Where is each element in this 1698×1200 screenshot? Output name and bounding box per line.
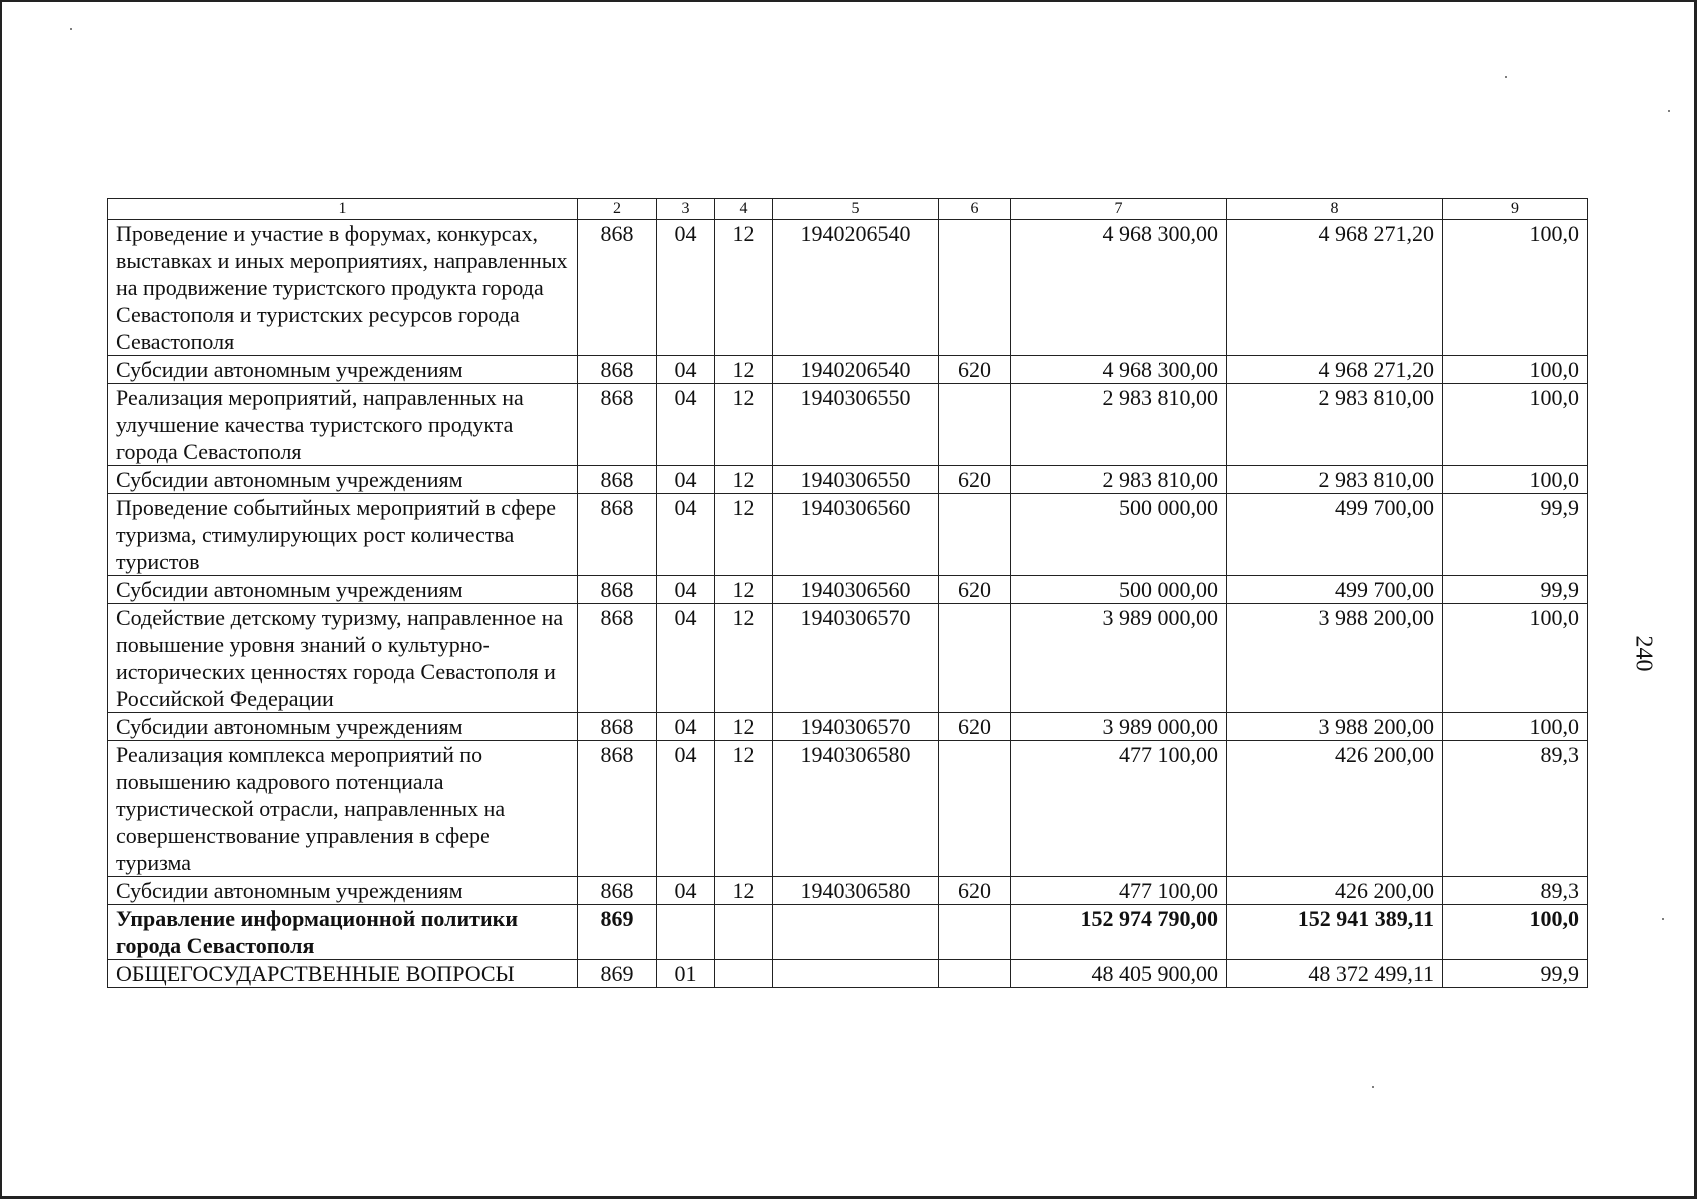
execution-percent: 99,9: [1443, 960, 1588, 988]
scan-speck: [1668, 110, 1670, 112]
execution-percent: 100,0: [1443, 604, 1588, 713]
ministry-code: 868: [578, 494, 657, 576]
subsection-code: 12: [715, 877, 773, 905]
item-name: Реализация комплекса мероприятий по повышению кадрового потенциала туристической отрасли, направленных на совершенствование управления в сфере туризма: [108, 741, 578, 877]
item-name: ОБЩЕГОСУДАРСТВЕННЫЕ ВОПРОСЫ: [108, 960, 578, 988]
table-row: [108, 877, 1588, 905]
target-article-code: 1940306550: [773, 384, 939, 466]
section-code: 01: [657, 960, 715, 988]
budget-table: [107, 198, 1588, 988]
subsection-code: 12: [715, 604, 773, 713]
execution-percent: 100,0: [1443, 466, 1588, 494]
section-code: 04: [657, 741, 715, 877]
expense-type-code: 620: [939, 877, 1011, 905]
execution-percent: 89,3: [1443, 741, 1588, 877]
item-name: Субсидии автономным учреждениям: [108, 576, 578, 604]
column-number: 3: [657, 199, 715, 220]
section-code: [657, 905, 715, 960]
approved-amount: 477 100,00: [1011, 741, 1227, 877]
column-number: 5: [773, 199, 939, 220]
ministry-code: 868: [578, 356, 657, 384]
column-number: 4: [715, 199, 773, 220]
expense-type-code: 620: [939, 356, 1011, 384]
approved-amount: 3 989 000,00: [1011, 604, 1227, 713]
expense-type-code: 620: [939, 713, 1011, 741]
column-number: 6: [939, 199, 1011, 220]
scan-speck: [1372, 1086, 1374, 1088]
execution-percent: 100,0: [1443, 384, 1588, 466]
execution-percent: 100,0: [1443, 356, 1588, 384]
ministry-code: 868: [578, 877, 657, 905]
approved-amount: 477 100,00: [1011, 877, 1227, 905]
approved-amount: 2 983 810,00: [1011, 466, 1227, 494]
ministry-code: 869: [578, 905, 657, 960]
expense-type-code: 620: [939, 466, 1011, 494]
ministry-code: 868: [578, 384, 657, 466]
approved-amount: 4 968 300,00: [1011, 356, 1227, 384]
ministry-code: 868: [578, 220, 657, 356]
ministry-code: 868: [578, 466, 657, 494]
page-number: 240: [1630, 635, 1657, 672]
section-code: 04: [657, 220, 715, 356]
target-article-code: 1940306580: [773, 741, 939, 877]
target-article-code: 1940306570: [773, 604, 939, 713]
section-code: 04: [657, 713, 715, 741]
column-number: 7: [1011, 199, 1227, 220]
execution-percent: 100,0: [1443, 905, 1588, 960]
ministry-code: 869: [578, 960, 657, 988]
scan-speck: [1505, 76, 1507, 78]
section-code: 04: [657, 576, 715, 604]
executed-amount: 152 941 389,11: [1227, 905, 1443, 960]
executed-amount: 426 200,00: [1227, 877, 1443, 905]
column-number: 8: [1227, 199, 1443, 220]
target-article-code: 1940206540: [773, 356, 939, 384]
item-name: Субсидии автономным учреждениям: [108, 466, 578, 494]
target-article-code: 1940306560: [773, 494, 939, 576]
target-article-code: 1940306560: [773, 576, 939, 604]
table-row: [108, 713, 1588, 741]
section-code: 04: [657, 877, 715, 905]
expense-type-code: [939, 384, 1011, 466]
column-number: 1: [108, 199, 578, 220]
subsection-code: 12: [715, 466, 773, 494]
expense-type-code: [939, 741, 1011, 877]
expense-type-code: [939, 220, 1011, 356]
table-row: [108, 220, 1588, 356]
item-name: Реализация мероприятий, направленных на улучшение качества туристского продукта города Севастополя: [108, 384, 578, 466]
expense-type-code: [939, 960, 1011, 988]
scan-speck: [1662, 918, 1664, 920]
item-name: Субсидии автономным учреждениям: [108, 877, 578, 905]
table-row: [108, 356, 1588, 384]
expense-type-code: 620: [939, 576, 1011, 604]
approved-amount: 48 405 900,00: [1011, 960, 1227, 988]
item-name: Субсидии автономным учреждениям: [108, 713, 578, 741]
table-row: [108, 604, 1588, 713]
executed-amount: 3 988 200,00: [1227, 713, 1443, 741]
section-code: 04: [657, 466, 715, 494]
table-row: [108, 576, 1588, 604]
subsection-code: 12: [715, 576, 773, 604]
target-article-code: 1940206540: [773, 220, 939, 356]
executed-amount: 426 200,00: [1227, 741, 1443, 877]
table-row: [108, 905, 1588, 960]
subsection-code: 12: [715, 356, 773, 384]
section-code: 04: [657, 494, 715, 576]
approved-amount: 3 989 000,00: [1011, 713, 1227, 741]
execution-percent: 89,3: [1443, 877, 1588, 905]
expense-type-code: [939, 604, 1011, 713]
table-row: [108, 466, 1588, 494]
approved-amount: 500 000,00: [1011, 576, 1227, 604]
expense-type-code: [939, 905, 1011, 960]
table-row: [108, 384, 1588, 466]
execution-percent: 100,0: [1443, 220, 1588, 356]
column-number: 9: [1443, 199, 1588, 220]
section-code: 04: [657, 384, 715, 466]
executed-amount: 499 700,00: [1227, 576, 1443, 604]
approved-amount: 4 968 300,00: [1011, 220, 1227, 356]
execution-percent: 100,0: [1443, 713, 1588, 741]
subsection-code: [715, 905, 773, 960]
target-article-code: [773, 960, 939, 988]
approved-amount: 152 974 790,00: [1011, 905, 1227, 960]
subsection-code: [715, 960, 773, 988]
executed-amount: 4 968 271,20: [1227, 356, 1443, 384]
table-row: [108, 960, 1588, 988]
approved-amount: 500 000,00: [1011, 494, 1227, 576]
ministry-code: 868: [578, 576, 657, 604]
executed-amount: 3 988 200,00: [1227, 604, 1443, 713]
subsection-code: 12: [715, 713, 773, 741]
executed-amount: 4 968 271,20: [1227, 220, 1443, 356]
column-number: 2: [578, 199, 657, 220]
subsection-code: 12: [715, 220, 773, 356]
table-body: [108, 220, 1588, 988]
column-number-row: [108, 199, 1588, 220]
item-name: Проведение событийных мероприятий в сфере туризма, стимулирующих рост количества туристов: [108, 494, 578, 576]
target-article-code: 1940306580: [773, 877, 939, 905]
subsection-code: 12: [715, 494, 773, 576]
execution-percent: 99,9: [1443, 494, 1588, 576]
subsection-code: 12: [715, 741, 773, 877]
target-article-code: [773, 905, 939, 960]
ministry-code: 868: [578, 604, 657, 713]
executed-amount: 2 983 810,00: [1227, 384, 1443, 466]
expense-type-code: [939, 494, 1011, 576]
scan-speck: [70, 28, 72, 30]
subsection-code: 12: [715, 384, 773, 466]
table-row: [108, 494, 1588, 576]
ministry-code: 868: [578, 713, 657, 741]
target-article-code: 1940306570: [773, 713, 939, 741]
section-code: 04: [657, 604, 715, 713]
item-name: Содействие детскому туризму, направленное на повышение уровня знаний о культурно-исторических ценностях города Севастополя и Российской Федерации: [108, 604, 578, 713]
section-code: 04: [657, 356, 715, 384]
approved-amount: 2 983 810,00: [1011, 384, 1227, 466]
table-row: [108, 741, 1588, 877]
executed-amount: 499 700,00: [1227, 494, 1443, 576]
target-article-code: 1940306550: [773, 466, 939, 494]
item-name: Управление информационной политики города Севастополя: [108, 905, 578, 960]
executed-amount: 48 372 499,11: [1227, 960, 1443, 988]
executed-amount: 2 983 810,00: [1227, 466, 1443, 494]
execution-percent: 99,9: [1443, 576, 1588, 604]
item-name: Субсидии автономным учреждениям: [108, 356, 578, 384]
item-name: Проведение и участие в форумах, конкурсах, выставках и иных мероприятиях, направленных на продвижение туристского продукта города Севастополя и туристских ресурсов города Севастополя: [108, 220, 578, 356]
ministry-code: 868: [578, 741, 657, 877]
